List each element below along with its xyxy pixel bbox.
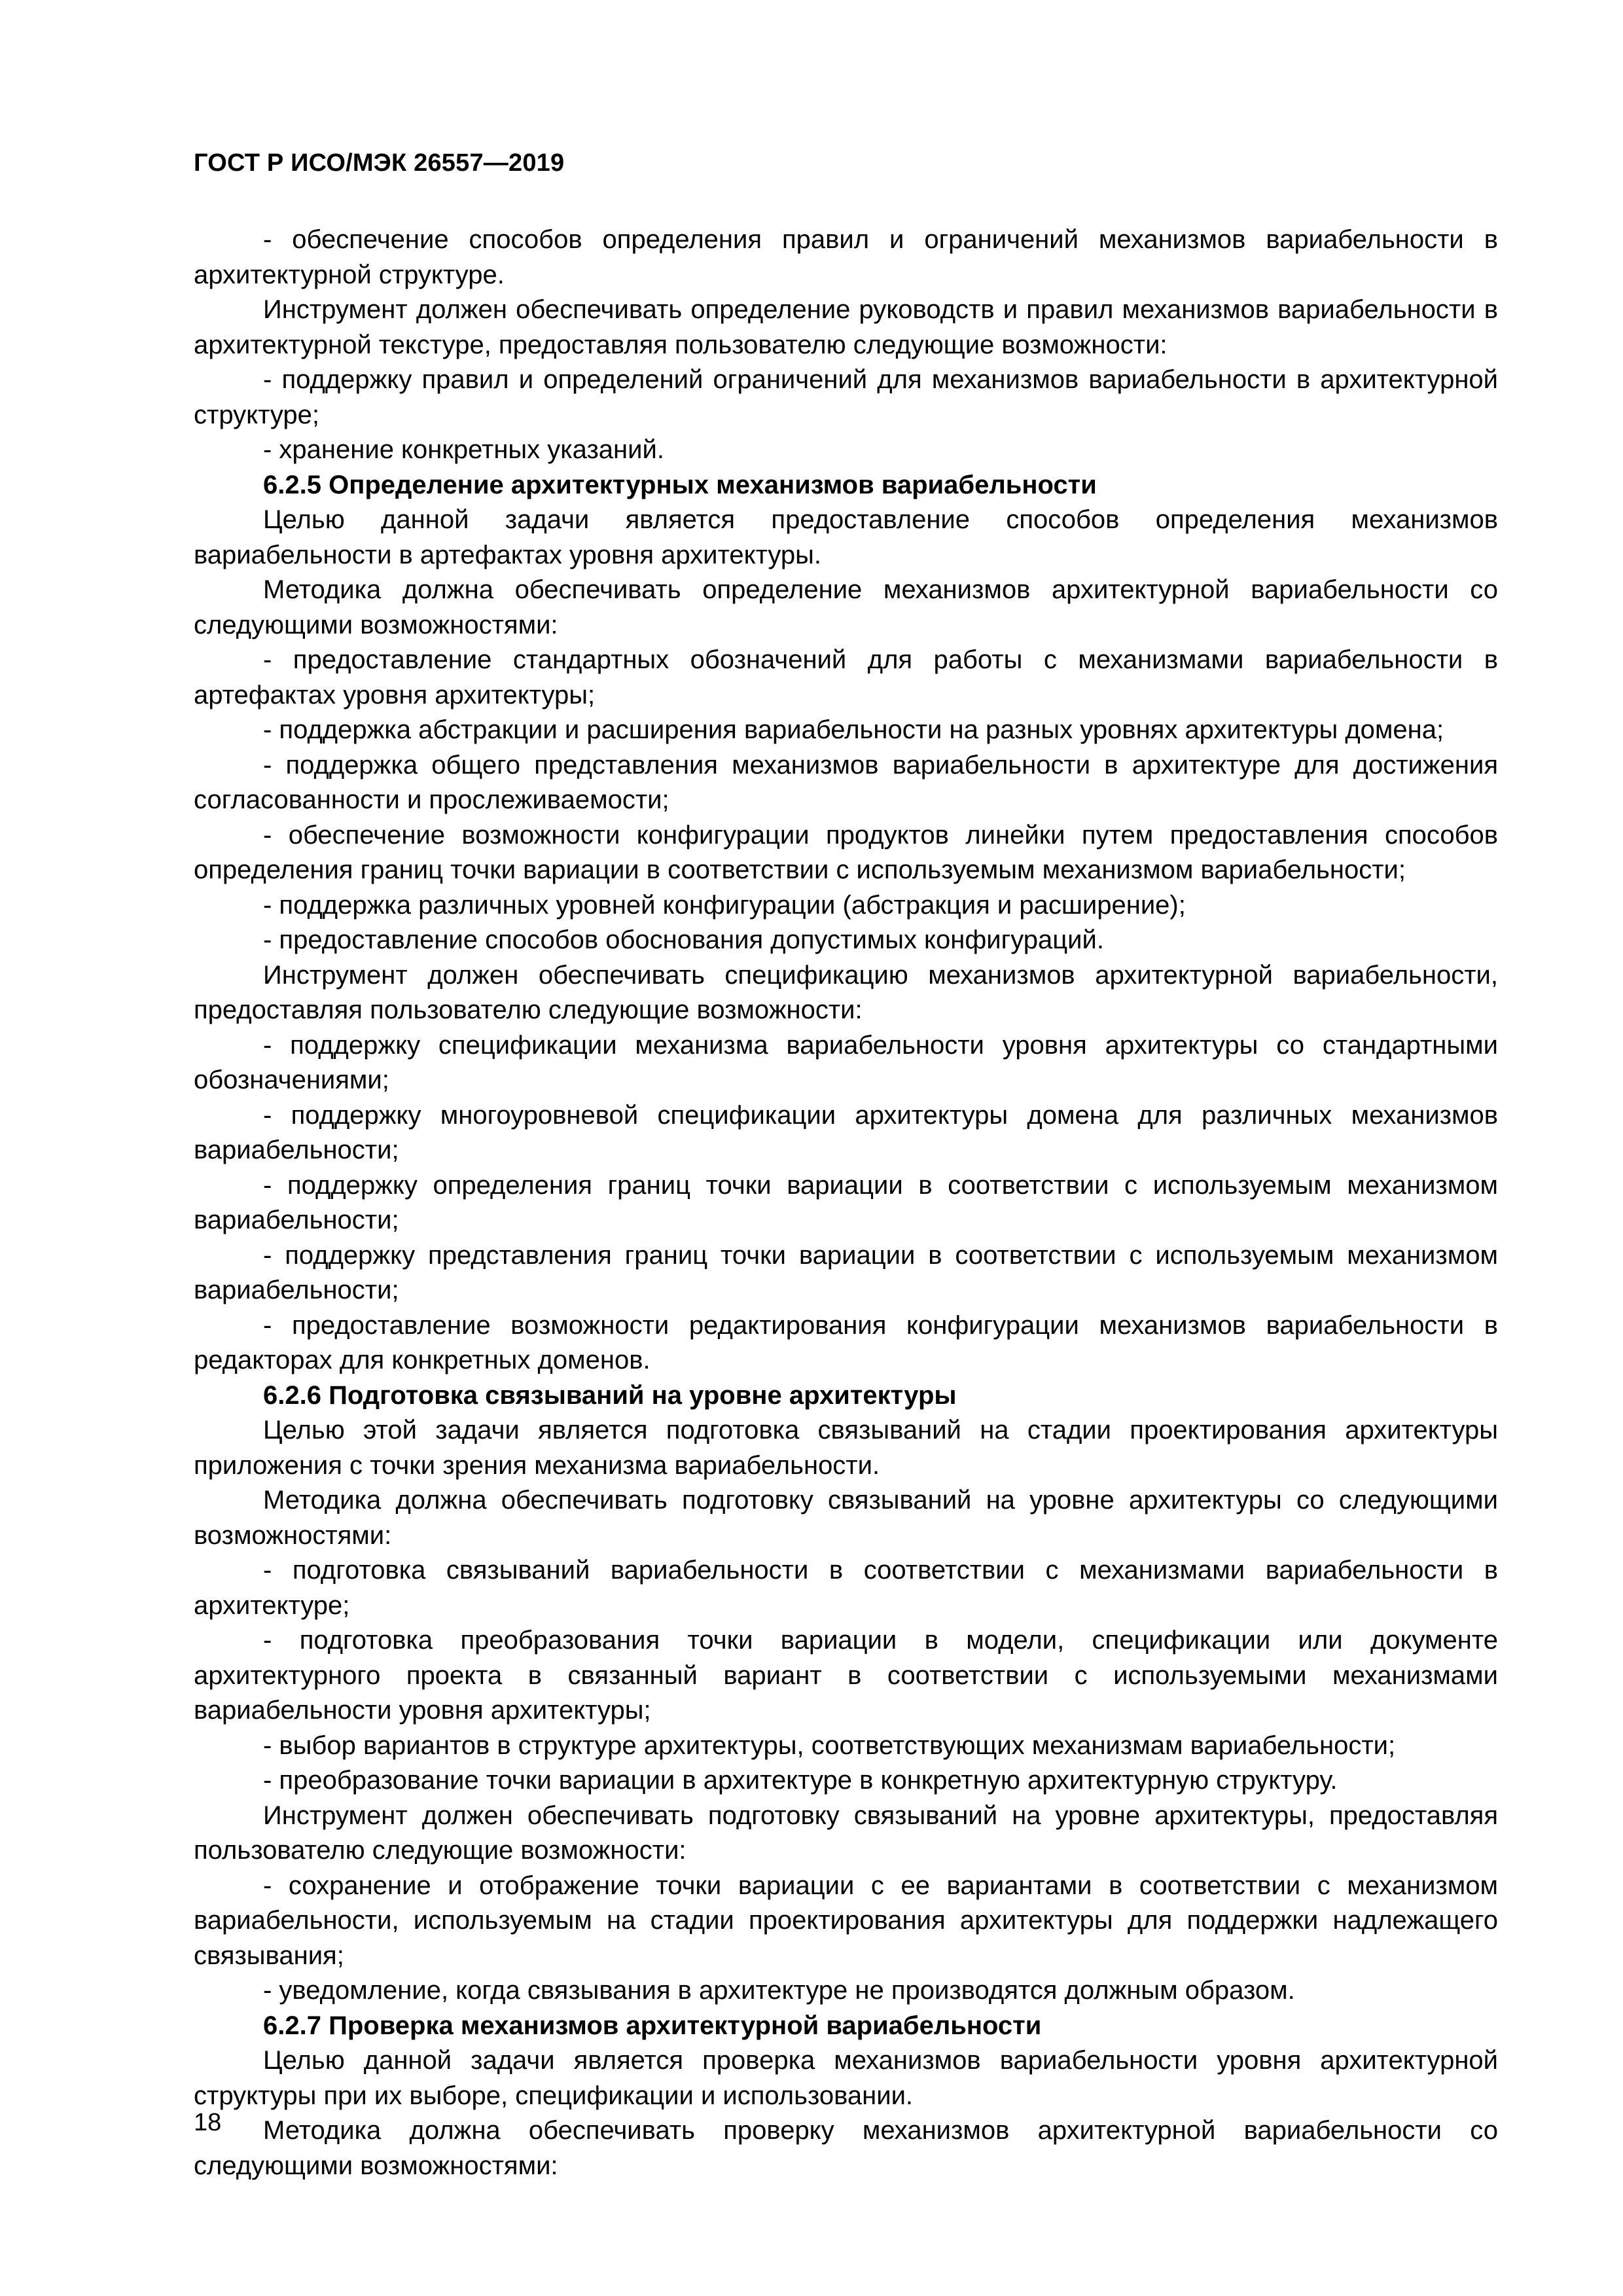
paragraph: - подготовка связываний вариабельности в соответствии с механизмами вариабельности в архитектуре; — [194, 1556, 1498, 1620]
paragraph: - выбор вариантов в структуре архитектуры, соответствующих механизмам вариабельности; — [263, 1731, 1396, 1760]
page-header: ГОСТ Р ИСО/МЭК 26557—2019 — [194, 149, 565, 177]
paragraph: - поддержка различных уровней конфигурации (абстракция и расширение); — [263, 890, 1186, 920]
paragraph: - предоставление возможности редактирования конфигурации механизмов вариабельности в редакторах для конкретных доменов. — [194, 1310, 1498, 1374]
paragraph: Инструмент должен обеспечивать спецификацию механизмов архитектурной вариабельности, предоставляя пользователю следующие возможности: — [194, 960, 1498, 1024]
paragraph: - поддержку спецификации механизма вариабельности уровня архитектуры со стандартными обозначениями; — [194, 1030, 1498, 1094]
paragraph: Целью данной задачи является проверка механизмов вариабельности уровня архитектурной структуры при их выборе, спецификации и использовании. — [194, 2046, 1498, 2110]
paragraph: - поддержка общего представления механизмов вариабельности в архитектуре для достижения согласованности и прослеживаемости; — [194, 750, 1498, 814]
section-heading: 6.2.6 Подготовка связываний на уровне архитектуры — [263, 1380, 957, 1410]
section-heading: 6.2.7 Проверка механизмов архитектурной вариабельности — [263, 2011, 1042, 2040]
paragraph: Целью этой задачи является подготовка связываний на стадии проектирования архитектуры приложения с точки зрения механизма вариабельности. — [194, 1416, 1498, 1480]
paragraph: - подготовка преобразования точки вариации в модели, спецификации или документе архитектурного проекта в связанный вариант в соответствии с используемыми механизмами вариабельности уровня архитектуры; — [194, 1626, 1498, 1725]
document-body — [194, 223, 1498, 2183]
paragraph: - обеспечение возможности конфигурации продуктов линейки путем предоставления способов определения границ точки вариации в соответствии с используемым механизмом вариабельности; — [194, 820, 1498, 884]
paragraph: Методика должна обеспечивать определение механизмов архитектурной вариабельности со следующими возможностями: — [194, 575, 1498, 639]
paragraph: - сохранение и отображение точки вариации с ее вариантами в соответствии с механизмом вариабельности, используемым на стадии проектирования архитектуры для поддержки надлежащего связывания; — [194, 1871, 1498, 1970]
paragraph: - предоставление способов обоснования допустимых конфигураций. — [263, 925, 1104, 954]
paragraph: Инструмент должен обеспечивать подготовку связываний на уровне архитектуры, предоставляя пользователю следующие возможности: — [194, 1801, 1498, 1865]
paragraph: - предоставление стандартных обозначений для работы с механизмами вариабельности в артефактах уровня архитектуры; — [194, 645, 1498, 709]
paragraph: - преобразование точки вариации в архитектуре в конкретную архитектурную структуру. — [263, 1766, 1338, 1795]
paragraph: - обеспечение способов определения правил и ограничений механизмов вариабельности в архитектурной структуре. — [194, 225, 1498, 289]
paragraph: - поддержку многоуровневой спецификации архитектуры домена для различных механизмов вариабельности; — [194, 1100, 1498, 1164]
paragraph: Методика должна обеспечивать подготовку связываний на уровне архитектуры со следующими возможностями: — [194, 1486, 1498, 1550]
paragraph: - поддержку определения границ точки вариации в соответствии с используемым механизмом вариабельности; — [194, 1170, 1498, 1234]
paragraph: - поддержка абстракции и расширения вариабельности на разных уровнях архитектуры домена; — [263, 715, 1444, 744]
page-number: 18 — [194, 2109, 222, 2136]
section-heading: 6.2.5 Определение архитектурных механизмов вариабельности — [263, 470, 1097, 499]
paragraph: Целью данной задачи является предоставление способов определения механизмов вариабельности в артефактах уровня архитектуры. — [194, 505, 1498, 569]
paragraph: - уведомление, когда связывания в архитектуре не производятся должным образом. — [263, 1976, 1295, 2005]
paragraph: Инструмент должен обеспечивать определение руководств и правил механизмов вариабельности в архитектурной текстуре, предоставляя пользователю следующие возможности: — [194, 295, 1498, 359]
paragraph: - поддержку правил и определений ограничений для механизмов вариабельности в архитектурной структуре; — [194, 365, 1498, 429]
paragraph: - хранение конкретных указаний. — [263, 435, 664, 464]
paragraph: Методика должна обеспечивать проверку механизмов архитектурной вариабельности со следующими возможностями: — [194, 2116, 1498, 2180]
paragraph: - поддержку представления границ точки вариации в соответствии с используемым механизмом вариабельности; — [194, 1240, 1498, 1304]
